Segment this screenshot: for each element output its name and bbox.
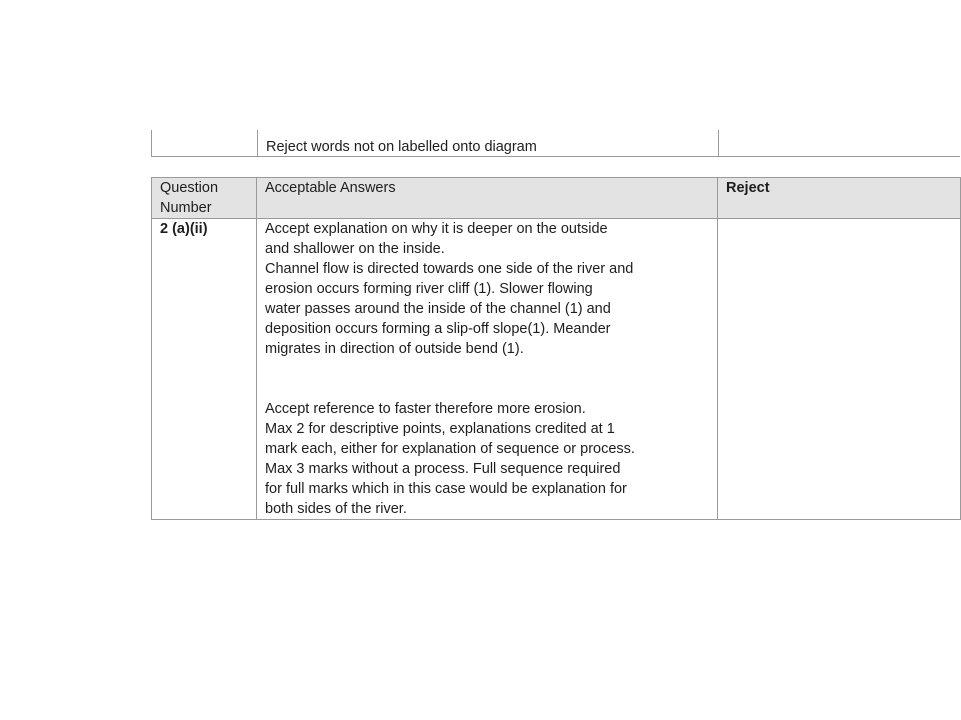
answer-line: erosion occurs forming river cliff (1). Slower flowing (265, 281, 593, 297)
guidance-line: Max 2 for descriptive points, explanations credited at 1 (265, 421, 615, 437)
header-question-line1: Question (160, 180, 219, 196)
question-number: 2 (a)(ii) (160, 221, 208, 237)
question-number-cell (152, 219, 257, 520)
acceptable-answers-cell (257, 219, 718, 520)
header-reject-label: Reject (726, 180, 770, 196)
answer-line: deposition occurs forming a slip-off slope(1). Meander (265, 321, 611, 337)
answer-line: Accept explanation on why it is deeper on the outside (265, 221, 608, 237)
previous-row-text: Reject words not on labelled onto diagram (266, 139, 537, 155)
column-divider (718, 130, 719, 156)
guidance-line: Max 3 marks without a process. Full sequence required (265, 461, 621, 477)
header-acceptable-answers-label: Acceptable Answers (265, 180, 396, 196)
mark-scheme-table (151, 177, 961, 520)
header-reject (718, 178, 961, 219)
column-divider (257, 130, 258, 156)
answer-line: and shallower on the inside. (265, 241, 445, 257)
guidance-line: both sides of the river. (265, 501, 407, 517)
answer-line: water passes around the inside of the channel (1) and (265, 301, 611, 317)
previous-table-row (151, 130, 960, 157)
header-acceptable-answers (257, 178, 718, 219)
paragraph-gap (265, 359, 709, 399)
guidance-line: mark each, either for explanation of sequence or process. (265, 441, 635, 457)
guidance-line: for full marks which in this case would be explanation for (265, 481, 627, 497)
header-question-number (152, 178, 257, 219)
table-row (152, 219, 961, 520)
guidance-line: Accept reference to faster therefore more erosion. (265, 401, 586, 417)
table-header-row (152, 178, 961, 219)
header-question-line2: Number (160, 200, 212, 216)
answer-line: migrates in direction of outside bend (1). (265, 341, 524, 357)
reject-cell (718, 219, 961, 520)
mark-scheme-page (0, 130, 960, 517)
answer-line: Channel flow is directed towards one side of the river and (265, 261, 634, 277)
